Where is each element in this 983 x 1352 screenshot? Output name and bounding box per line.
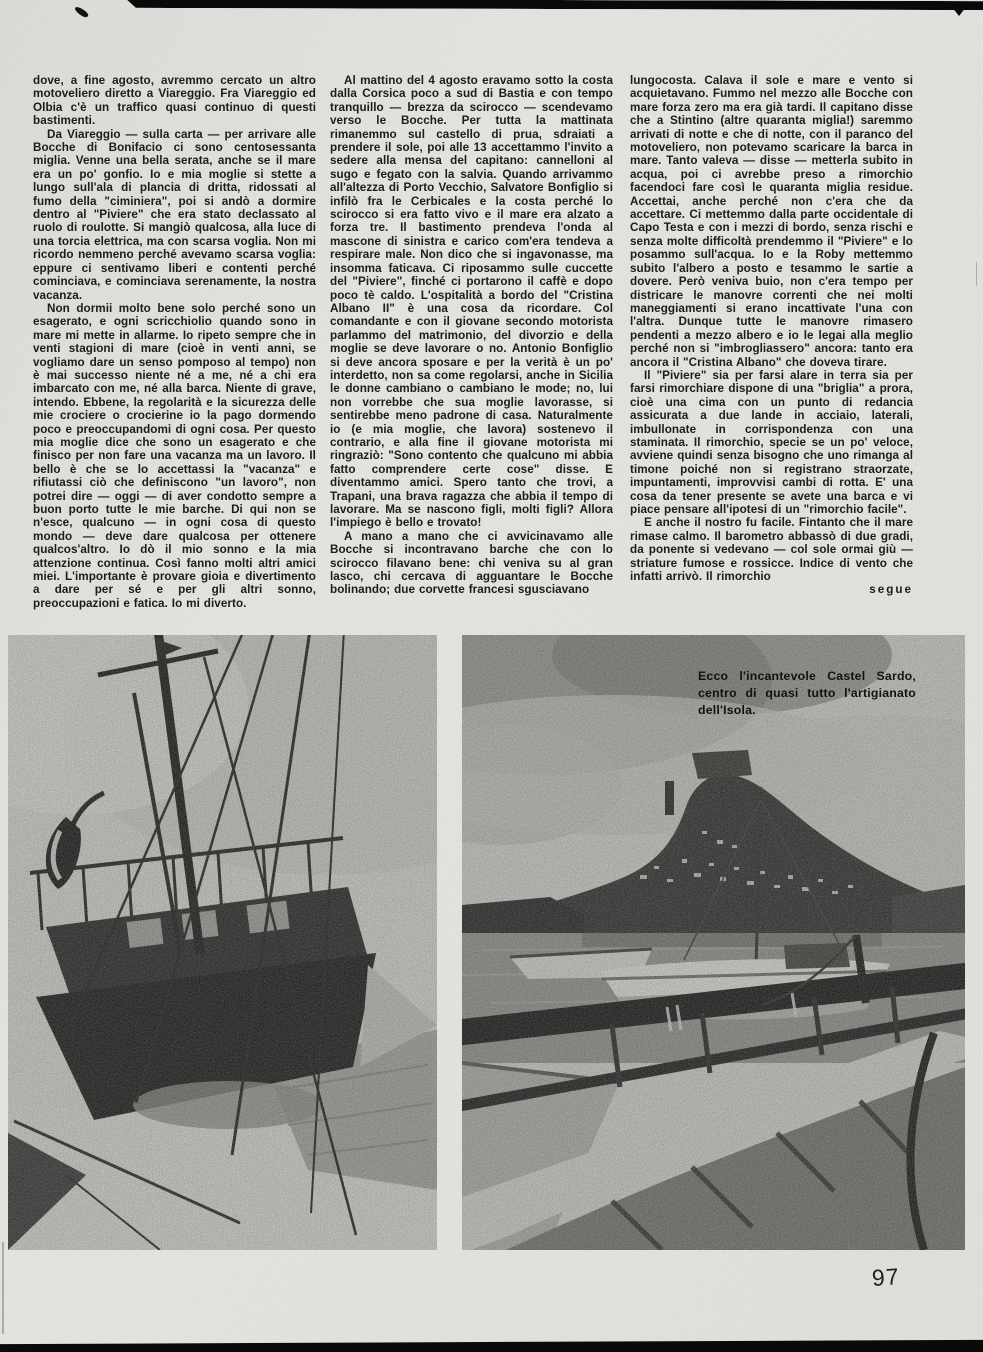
continuation-marker: segue bbox=[869, 583, 913, 597]
photo-castelsardo-harbor bbox=[462, 635, 965, 1250]
photo-caption: Ecco l'incantevole Castel Sardo, centro di quasi tutto l'artigianato dell'Isola. bbox=[698, 669, 916, 717]
paragraph: lungocosta. Calava il sole e mare e vento si acquietavano. Fummo nel mezzo alle Bocche con mare forza zero ma era già tardi. Il capitano disse che a Stintino (altre quaranta miglia!) saremmo arrivati di notte e che di notte, con il paranco del motoveliero, non potevamo scaricare la barca in mare. Tanto valeva — disse — metterla subito in acqua, poi ci avrebbe preso a rimorchio facendoci fare così le quaranta miglia residue. Accettai, anche perché non c'era che da accettare. Ci mettemmo dalla parte occidentale di Capo Testa e con i mezzi di bordo, senza rischi e senza molte difficoltà prendemmo il "Piviere" e lo posammo sull'acqua. Io e la Roby mettemmo subito l'albero a posto e tesammo le sartie a dovere. Però veniva buio, non c'era tempo per districare le manovre correnti che nei molti maneggiamenti si erano incattivate l'una con l'altra. Dunque tutte le manovre rimasero pendenti a mezzo albero e io le legai alla meglio perché non si "imbrogliassero" ancora: tanto era ancora il "Cristina Albano" che doveva tirare. bbox=[630, 74, 913, 369]
castelsardo-photo-art bbox=[462, 635, 965, 1250]
article-column-3 bbox=[630, 74, 913, 636]
scan-edge-left bbox=[2, 1242, 4, 1334]
article-column-1 bbox=[33, 74, 316, 636]
scan-edge-notch bbox=[952, 7, 966, 16]
scan-edge-bottom bbox=[0, 1340, 983, 1352]
paragraph: Al mattino del 4 agosto eravamo sotto la costa dalla Corsica poco a sud di Bastia e con tempo tranquillo — brezza da scirocco — scendevamo verso le Bocche. Per tutta la mattinata rimanemmo sul castello di prua, sdraiati a prendere il sole, poi alle 13 accettammo l'invito a sedere alla mensa del capitano: cannelloni al sugo e fegato con la salvia. Quando arrivammo all'altezza di Porto Vecchio, Salvatore Bonfiglio si infilò fra le Cerbicales e la costa perché lo scirocco si era fatto vivo e il mare era alzato a forza tre. Il bastimento prendeva l'onda al mascone di sinistra e carico com'era tendeva a respirare male. Non dico che si ingavonasse, ma insomma faticava. Ci riposammo sulle cuccette del "Piviere", finché ci portarono il caffè e dopo poco tè caldo. L'ospitalità a bordo del "Cristina Albano II" è una cosa da ricordare. Col comandante e con il giovane secondo motorista parlammo del matrimonio, del divorzio e della moglie se deve lavorare o no. Antonio Bonfiglio si deve ancora sposare e per la verità è un po' interdetto, non sa come regolarsi, anche in Sicilia le donne cambiano o cambiano le mode; no, lui non vorrebbe che sua moglie lavorasse, si sentirebbe meno padrone di casa. Naturalmente io (e mia moglie, che lavora) sostenevo il contrario, e alla fine il giovane motorista mi ringraziò: "Sono contento che qualcuno mi abbia fatto comprendere certe cose" disse. E diventammo amici. Spero tanto che trovi, a Trapani, una brava ragazza che abbia il tempo di lavorare. Ma se nascono figli, molti figli? Allora l'impiego è bello e trovato! bbox=[330, 74, 613, 530]
paragraph: dove, a fine agosto, avremmo cercato un altro motoveliero diretto a Viareggio. Fra Viareggio ed Olbia c'è un traffico quasi continuo di questi bastimenti. bbox=[33, 74, 316, 128]
scan-scratch-right bbox=[976, 262, 977, 286]
article-column-2 bbox=[330, 74, 613, 636]
paragraph: E anche il nostro fu facile. Fintanto che il mare rimase calmo. Il barometro abbassò di due gradi, da ponente si vedevano — col sole ormai giù — striature fumose e rossicce. Indice di vento che infatti arrivò. Il rimorchio bbox=[630, 516, 913, 584]
photo-sailboat-mast bbox=[8, 635, 437, 1250]
scan-edge-top bbox=[126, 0, 983, 10]
page-number: 97 bbox=[871, 1263, 901, 1291]
paragraph: A mano a mano che ci avvicinavamo alle Bocche si incontravano barche che con lo scirocco filavano bene: chi veniva su al gran lasco, chi cercava di agguantare le Bocche bolinando; due corvette francesi sgusciavano bbox=[330, 529, 613, 597]
scan-speck-top-left bbox=[74, 5, 90, 19]
sailboat-photo-art bbox=[8, 635, 437, 1250]
paragraph: Il "Piviere" sia per farsi alare in terra sia per farsi rimorchiare dispone di una "briglia" a prora, cioè una cima con un punto di redancia assicurata a due lande in acciaio, laterali, imbullonate in corrispondenza con una staminata. Il rimorchio, specie se un po' veloce, avviene quindi senza bisogno che uno rimanga al timone poiché non si registrano straorzate, impuntamenti, improvvisi cambi di rotta. E' una cosa da tener presente se avete una barca e vi piace pensare all'ipotesi di un "rimorchio facile". bbox=[630, 368, 913, 516]
paragraph: Da Viareggio — sulla carta — per arrivare alle Bocche di Bonifacio ci sono centosessanta miglia. Venne una bella serata, anche se il mare era un po' gonfio. Io e mia moglie si stette a lungo sull'ala di plancia di dritta, ridossati al fumo della "ciminiera", poi si andò a dormire dentro al "Piviere" che era stato declassato al ruolo di roulotte. Si mangiò qualcosa, alla luce di una torcia elettrica, ma con scarsa voglia. Non mi ricordo nemmeno perché avevamo scarsa voglia: eppure ci sentivamo liberi e contenti perché cominciava, e cominciava serenamente, la nostra vacanza. bbox=[33, 127, 316, 302]
paragraph: Non dormii molto bene solo perché sono un esagerato, e ogni scricchiolio quando sono in mare mi mette in allarme. Io ripeto sempre che in venti stagioni di mare (cioè in venti anni, se vogliamo dare un senso pomposo al tempo) non è mai successo niente né a me, né a chi era imbarcato con me, né alla barca. Niente di grave, intendo. Ebbene, la regolarità e la sicurezza delle mie crociere o crocierine io la pago dormendo poco e preoccupandomi di ogni cosa. Per questo mia moglie dice che sono un esagerato e che finisco per non fare una vacanza ma un lavoro. Il bello è che se lo accettassi la "vacanza" e rifiutassi ciò che definiscono "un lavoro", non potrei dire — oggi — di aver condotto sempre a buon porto tutte le mie barche. Di qui non se n'esce, qualcuno — in ogni cosa di questo mondo — deve dare qualcosa per ottenere qualcos'altro. Io dò il mio sonno e la mia attenzione continua. Così fanno molti altri amici miei. L'importante è provare gioia e divertimento a dare per sé e per gli altri sonno, preoccupazioni e fatica. Io mi diverto. bbox=[33, 301, 316, 610]
